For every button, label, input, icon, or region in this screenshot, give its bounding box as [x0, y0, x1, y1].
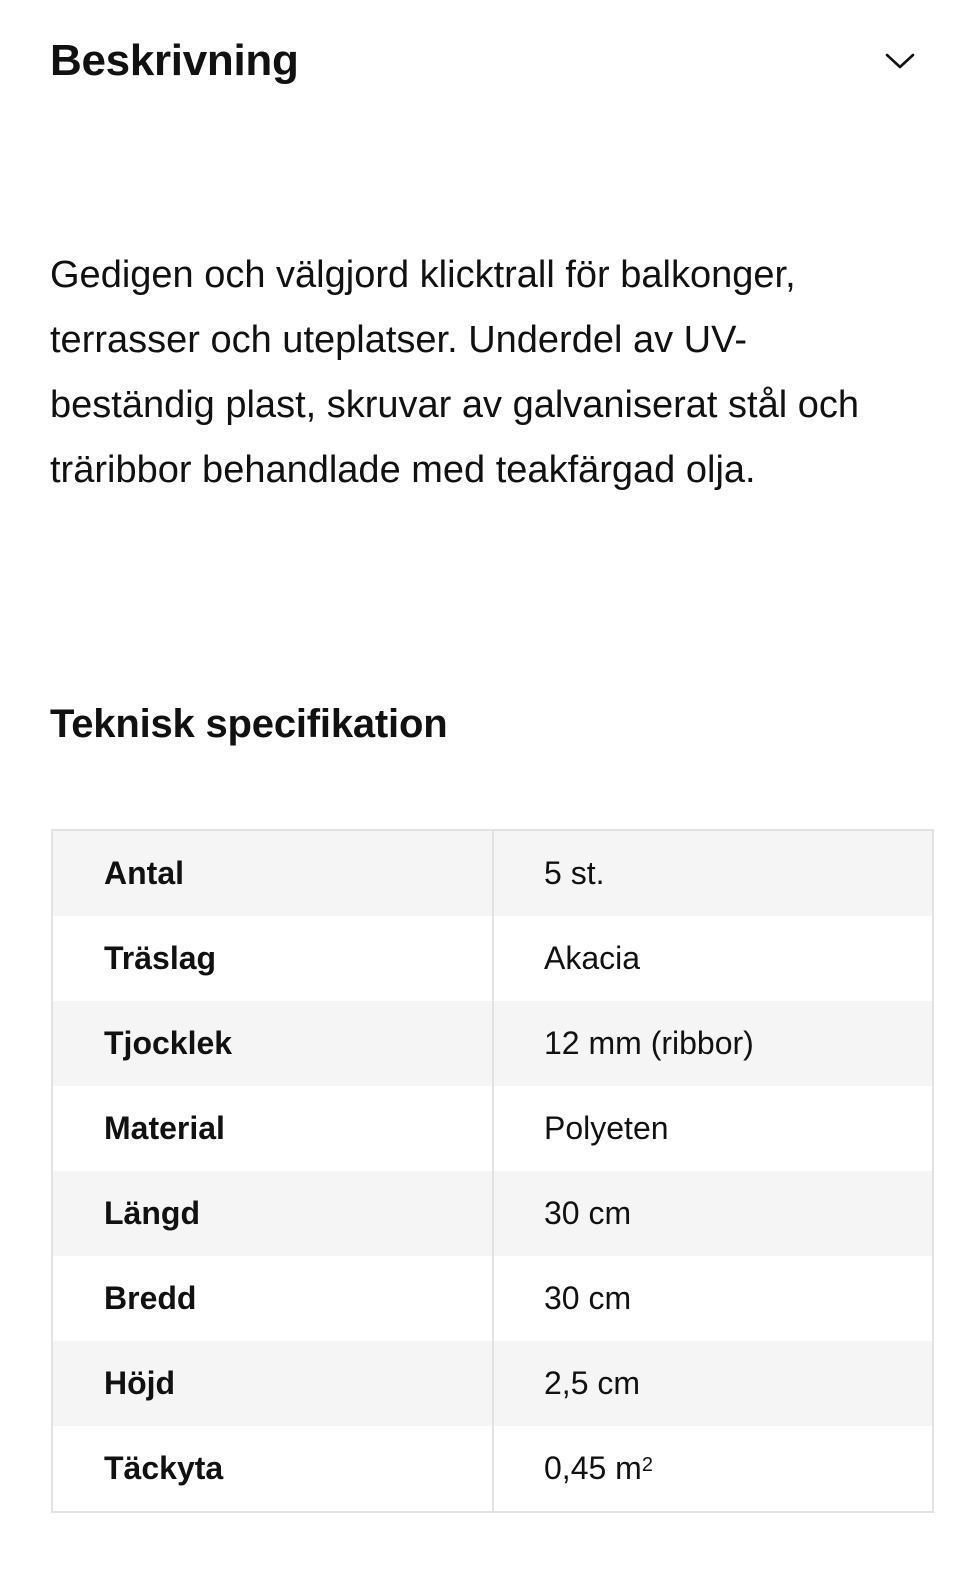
- description-title: Beskrivning: [50, 36, 299, 85]
- spec-table: [51, 829, 934, 1513]
- spec-value: 0,45 m $^2$: [544, 1450, 653, 1486]
- spec-row: [53, 1426, 932, 1511]
- spec-row: [53, 1001, 932, 1086]
- spec-row: [53, 1171, 932, 1256]
- spec-row: [53, 831, 932, 916]
- description-accordion-header[interactable]: [50, 26, 920, 96]
- spec-value: 5 st.: [544, 855, 605, 891]
- spec-key: Bredd: [53, 1256, 494, 1341]
- spec-value: Akacia: [544, 940, 641, 976]
- spec-value-text: 0,45 m: [544, 1450, 642, 1486]
- spec-row: [53, 916, 932, 1001]
- spec-key: Tjocklek: [53, 1001, 494, 1086]
- description-text: Gedigen och välgjord klicktrall för balkonger, terrasser och uteplatser. Underdel av UV-beständig plast, skruvar av galvaniserat stål och träribbor behandlade med teakfärgad olja.: [50, 254, 859, 491]
- chevron-down-icon[interactable]: [880, 41, 920, 81]
- spec-key: Material: [53, 1086, 494, 1171]
- spec-row: [53, 1256, 932, 1341]
- spec-value: Polyeten: [544, 1110, 669, 1146]
- spec-row: [53, 1086, 932, 1171]
- spec-value: 2,5 cm: [544, 1365, 641, 1401]
- spec-value: 30 cm: [544, 1195, 632, 1231]
- spec-key: Antal: [53, 831, 494, 916]
- spec-key: Längd: [53, 1171, 494, 1256]
- spec-value: 30 cm: [544, 1280, 632, 1316]
- spec-value: 12 mm (ribbor): [544, 1025, 754, 1061]
- spec-key: Höjd: [53, 1341, 494, 1426]
- spec-row: [53, 1341, 932, 1426]
- spec-title: Teknisk specifikation: [50, 702, 448, 746]
- spec-key: Träslag: [53, 916, 494, 1001]
- spec-key: Täckyta: [53, 1426, 494, 1511]
